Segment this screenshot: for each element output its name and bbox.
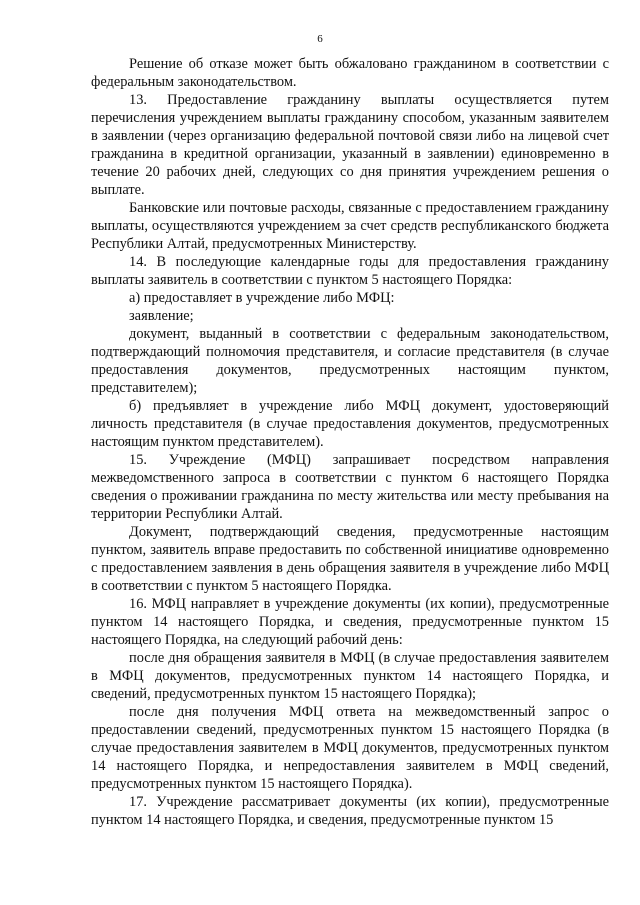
- paragraph-14-application: заявление;: [129, 308, 194, 324]
- paragraph-16-case-2: после дня получения МФЦ ответа на межведомственный запрос о предоставлении сведений, предусмотренных пунктом 15 настоящего Порядка (в случае предоставления заявителем в МФЦ документов, предусмотренных пунктом 14 настоящего Порядка, и непредоставления заявителем в МФЦ сведений, предусмотренных пунктом 15 настоящего Порядка).: [91, 704, 609, 792]
- paragraph-16: 16. МФЦ направляет в учреждение документы (их копии), предусмотренные пунктом 14 настоящего Порядка, и сведения, предусмотренные пунктом 15 настоящего Порядка, на следующий рабочий день:: [91, 596, 609, 648]
- paragraph-15-document: Документ, подтверждающий сведения, предусмотренные настоящим пунктом, заявитель вправе предоставить по собственной инициативе одновременно с предоставлением заявления в день обращения заявителя в учреждение либо МФЦ в соответствии с пунктом 5 настоящего Порядка.: [91, 524, 609, 594]
- page-number: 6: [317, 33, 323, 45]
- paragraph-16-case-1: после дня обращения заявителя в МФЦ (в случае предоставления заявителем в МФЦ документов, предусмотренных пунктом 14 настоящего Порядка, и сведений, предусмотренных пунктом 15 настоящего Порядка);: [91, 650, 609, 702]
- paragraph-13: 13. Предоставление гражданину выплаты осуществляется путем перечисления учреждением выплаты гражданину способом, указанным заявителем в заявлении (через организацию федеральной почтовой связи либо на лицевой счет гражданина в кредитной организации, указанный в заявлении) единовременно в течение 20 рабочих дней, следующих со дня принятия учреждением решения о выплате.: [91, 92, 609, 198]
- paragraph-14-a: а) предоставляет в учреждение либо МФЦ:: [129, 290, 395, 306]
- paragraph-refusal-appeal: Решение об отказе может быть обжаловано гражданином в соответствии с федеральным законодательством.: [91, 56, 609, 90]
- paragraph-14: 14. В последующие календарные годы для предоставления гражданину выплаты заявитель в соответствии с пунктом 5 настоящего Порядка:: [91, 254, 609, 288]
- paragraph-17: 17. Учреждение рассматривает документы (их копии), предусмотренные пунктом 14 настоящего Порядка, и сведения, предусмотренные пунктом 15: [91, 794, 609, 828]
- paragraph-15: 15. Учреждение (МФЦ) запрашивает посредством направления межведомственного запроса в соответствии с пунктом 6 настоящего Порядка сведения о проживании гражданина по месту жительства или месту пребывания на территории Республики Алтай.: [91, 452, 609, 522]
- document-body: [91, 55, 609, 829]
- paragraph-bank-expenses: Банковские или почтовые расходы, связанные с предоставлением гражданину выплаты, осуществляются учреждением за счет средств республиканского бюджета Республики Алтай, предусмотренных Министерству.: [91, 200, 609, 252]
- paragraph-14-authority-document: документ, выданный в соответствии с федеральным законодательством, подтверждающий полномочия представителя, и согласие представителя (в случае предоставления документов, предусмотренных настоящим пунктом, представителем);: [91, 326, 609, 396]
- paragraph-14-b: б) предъявляет в учреждение либо МФЦ документ, удостоверяющий личность представителя (в случае предоставления документов, предусмотренных настоящим пунктом представителем).: [91, 398, 609, 450]
